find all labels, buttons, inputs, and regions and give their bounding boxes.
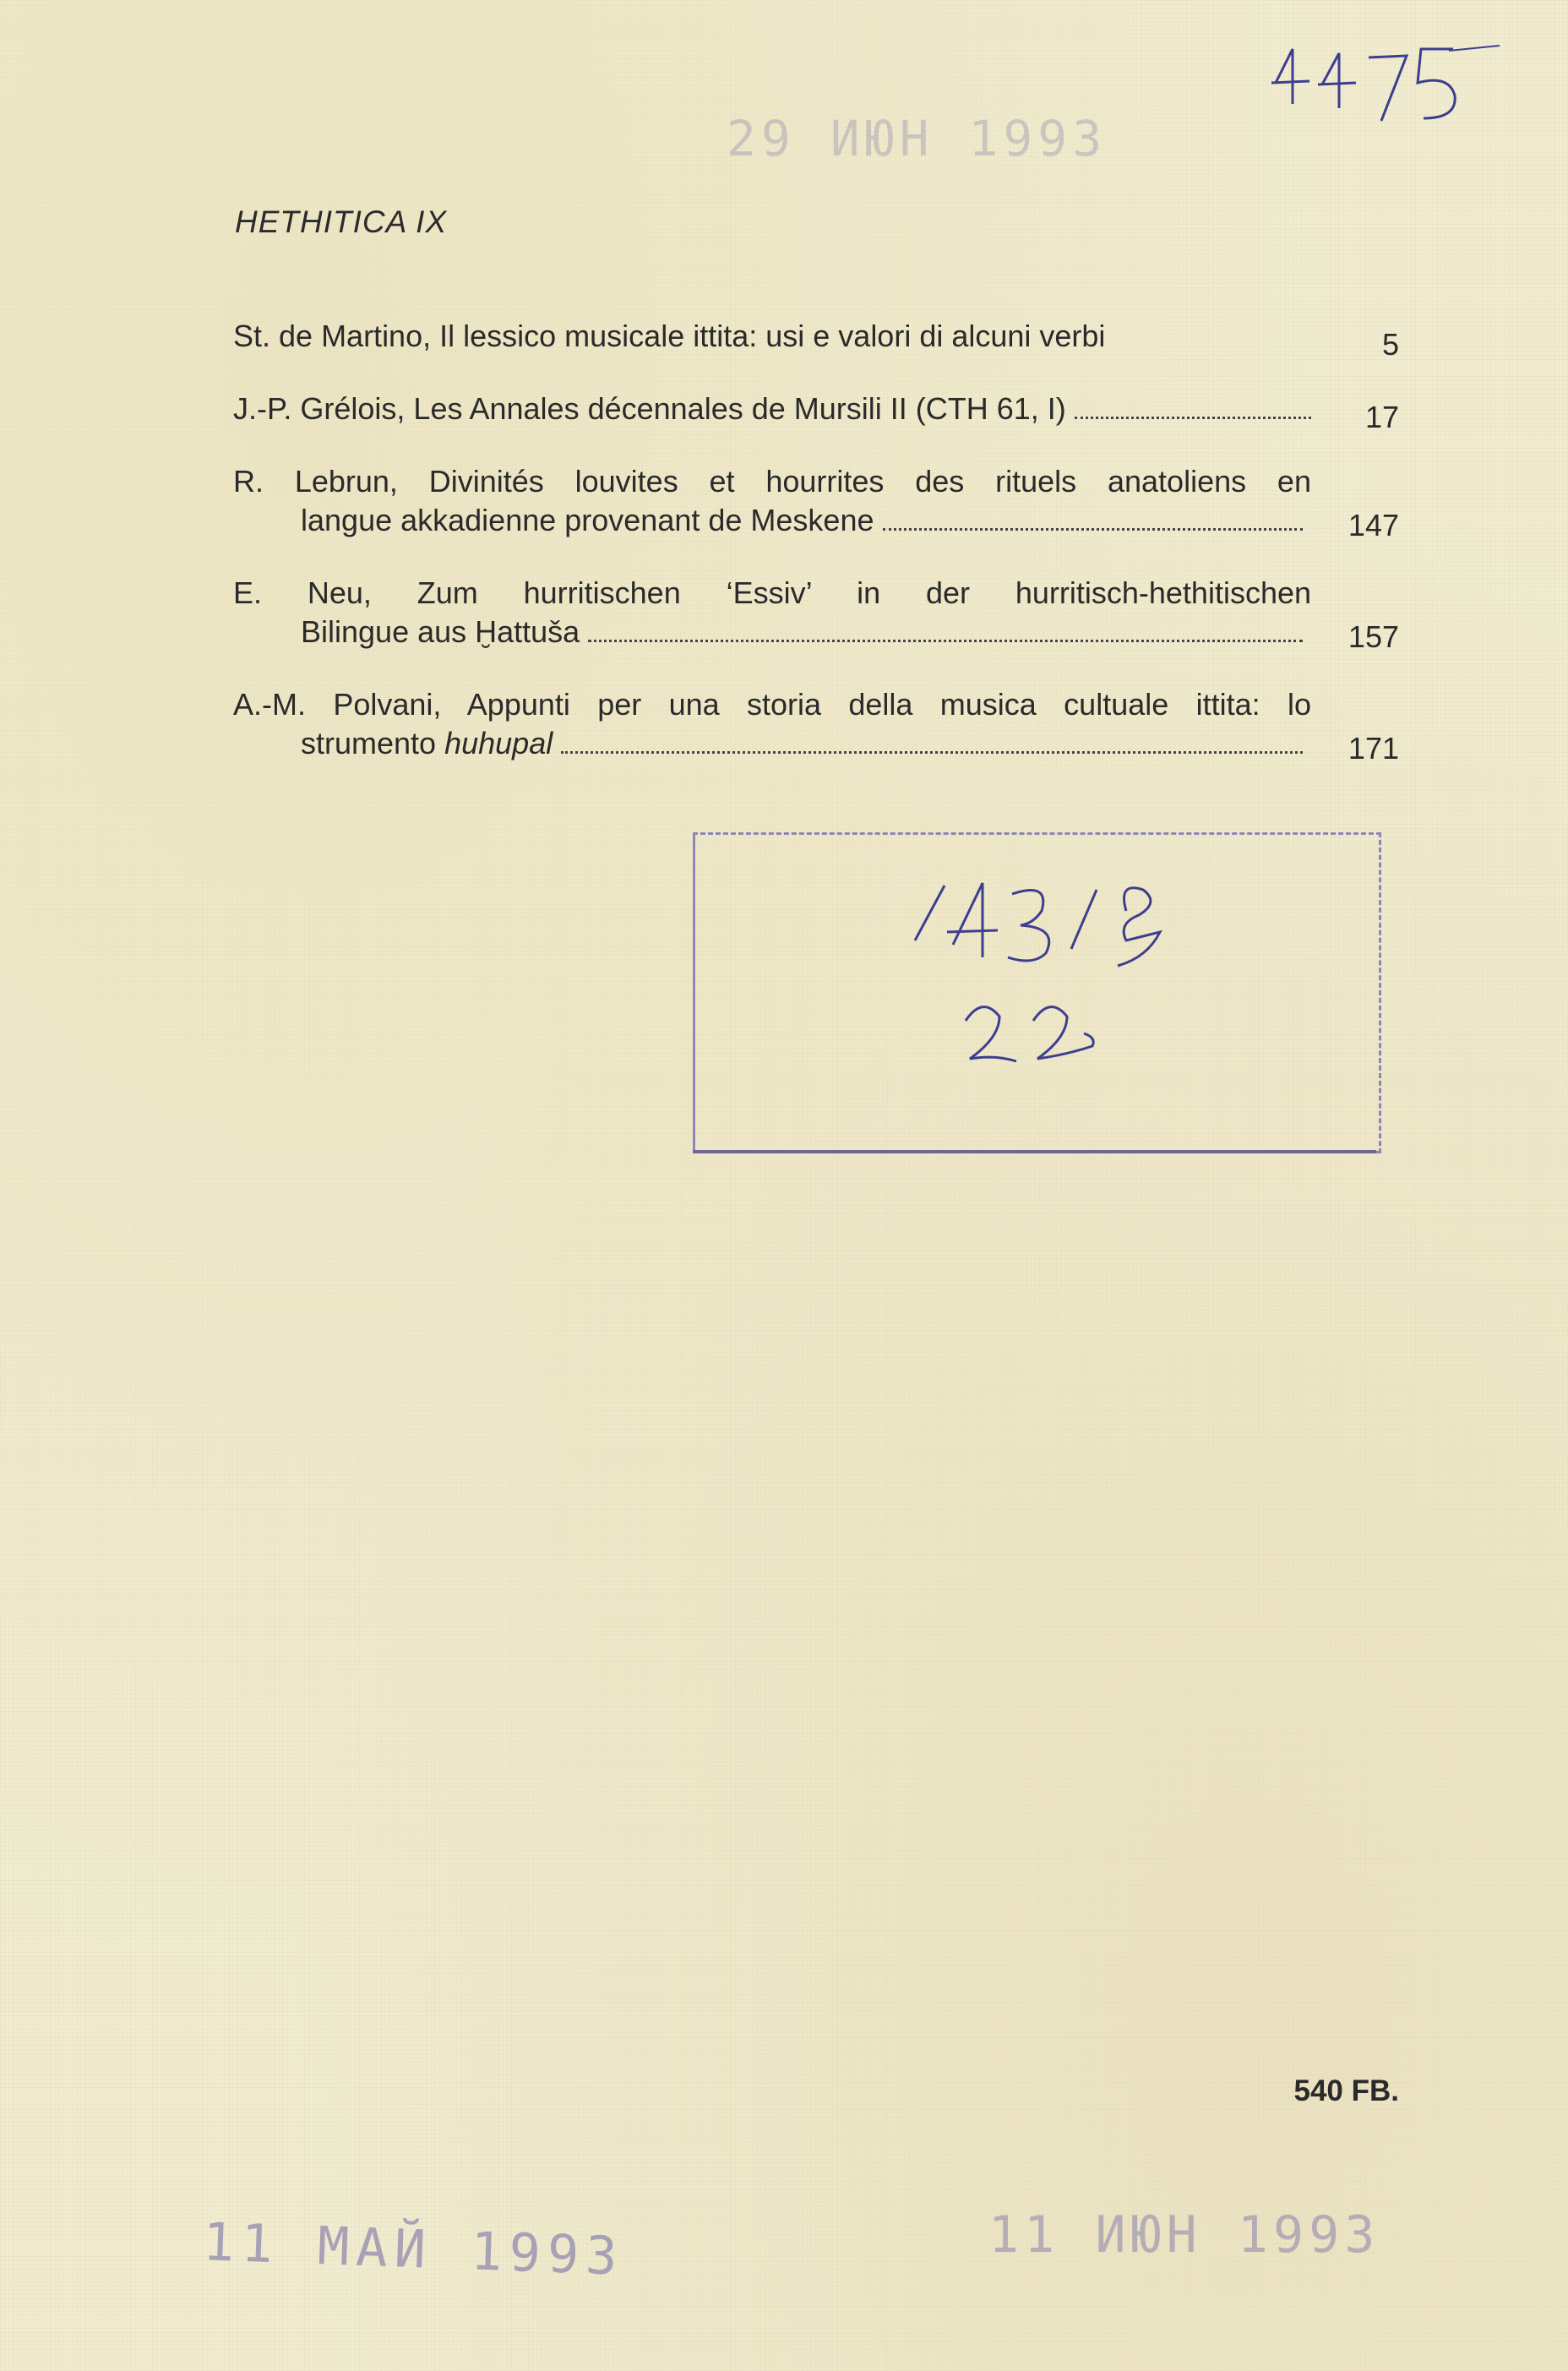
toc-page-number: 17 bbox=[1364, 400, 1399, 434]
handwritten-shelf-number bbox=[949, 987, 1118, 1080]
dot-leader bbox=[561, 751, 1303, 754]
toc-entry bbox=[233, 462, 1399, 540]
toc-page-number: 147 bbox=[1348, 508, 1399, 542]
toc-page-number: 5 bbox=[1381, 327, 1399, 362]
toc-title-italic: huhupal bbox=[444, 726, 553, 760]
toc-title-continued: strumento bbox=[301, 726, 437, 760]
toc-author: A.-M. Polvani, bbox=[233, 687, 442, 722]
toc-title: Zum hurritischen ‘Essiv’ in der hurritisch-hethitischen bbox=[416, 575, 1312, 610]
handwritten-registration-number bbox=[906, 864, 1287, 974]
date-stamp-right: 11 ИЮН 1993 bbox=[988, 2205, 1380, 2265]
toc-page-number: 171 bbox=[1348, 731, 1399, 766]
toc-entry bbox=[233, 317, 1399, 362]
date-stamp-left: 11 МАЙ 1993 bbox=[201, 2210, 625, 2287]
toc-title-continued: Bilingue aus Ḫattuša bbox=[301, 614, 580, 649]
toc-entry bbox=[233, 685, 1399, 766]
dot-leader bbox=[883, 528, 1304, 531]
library-registration-stamp bbox=[693, 832, 1381, 1153]
toc-title: Divinités louvites et hourrites des rituels anatoliens en bbox=[428, 464, 1311, 499]
toc-author: J.-P. Grélois, bbox=[233, 391, 406, 426]
toc-entry bbox=[233, 390, 1399, 434]
toc-title-continued: langue akkadienne provenant de Meskene bbox=[301, 503, 874, 537]
dot-leader bbox=[588, 640, 1303, 642]
series-title: HETHITICA IX bbox=[235, 204, 448, 239]
toc-title: Il lessico musicale ittita: usi e valori di alcuni verbi bbox=[439, 319, 1106, 353]
toc-title: Les Annales décennales de Mursili II (CTH 61, I) bbox=[413, 391, 1066, 426]
dot-leader bbox=[1075, 417, 1311, 419]
price-label: 540 FB. bbox=[1293, 2074, 1399, 2107]
toc-page-number: 157 bbox=[1348, 619, 1399, 654]
received-date-stamp: 29 ИЮН 1993 bbox=[727, 110, 1108, 167]
handwritten-inventory-number bbox=[1259, 24, 1512, 134]
toc-entry bbox=[233, 574, 1399, 654]
toc-title: Appunti per una storia della musica cultuale ittita: lo bbox=[466, 687, 1311, 722]
table-of-contents bbox=[233, 317, 1399, 797]
toc-author: R. Lebrun, bbox=[233, 464, 398, 499]
toc-author: E. Neu, bbox=[233, 575, 372, 610]
toc-author: St. de Martino, bbox=[233, 319, 432, 353]
